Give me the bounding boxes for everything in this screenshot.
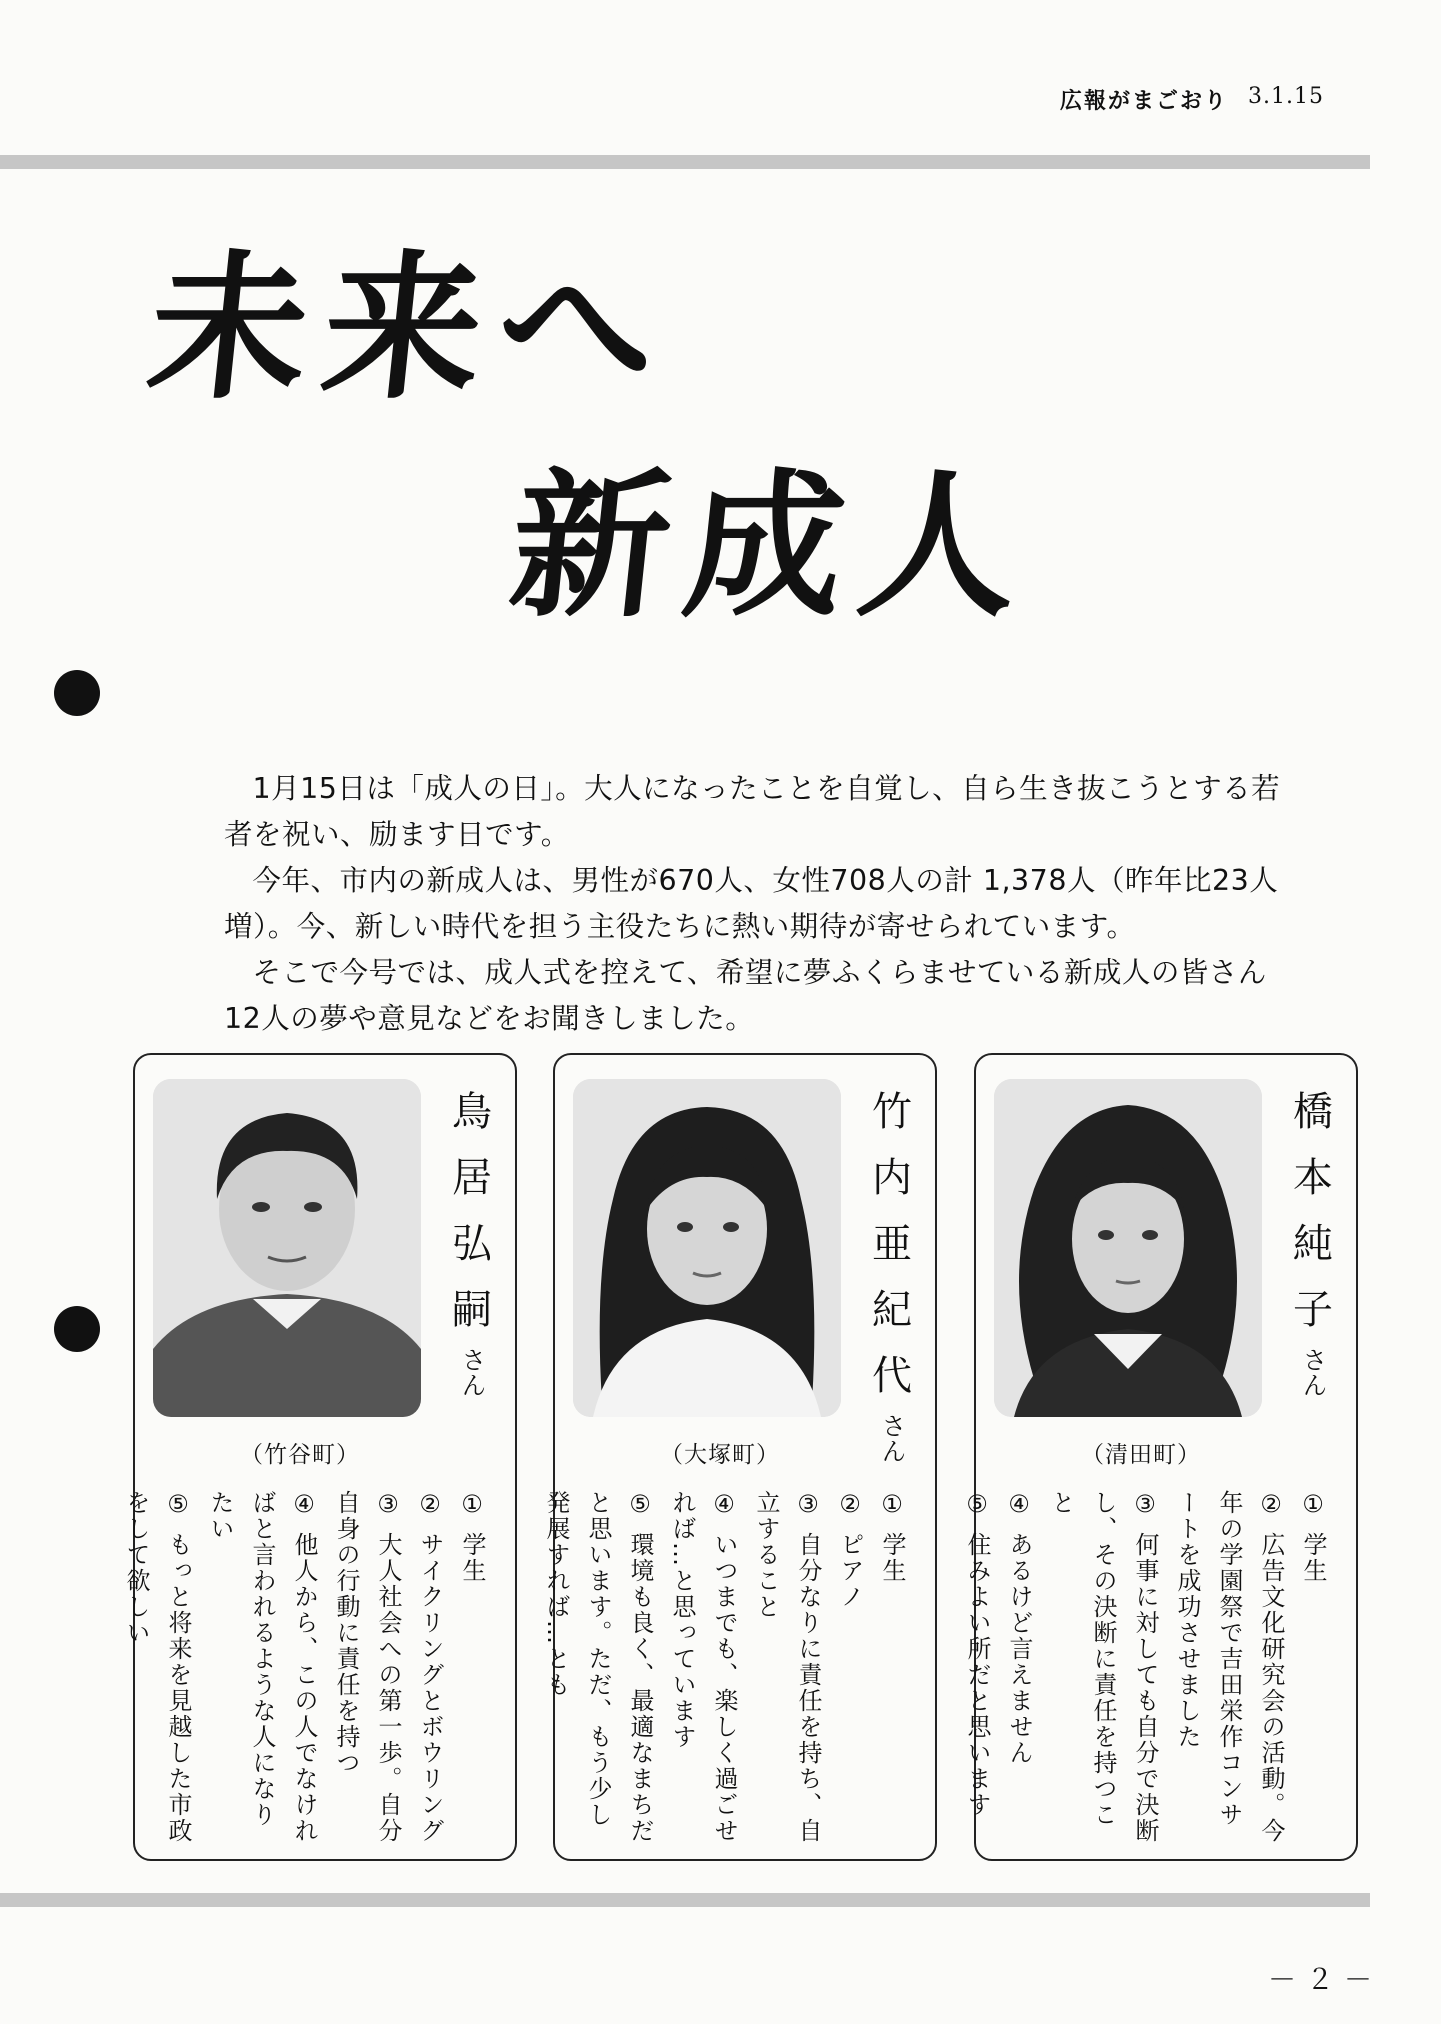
profile-card <box>542 1053 937 1861</box>
answer-item: ③何事に対しても自分で決断し、その決断に責任を持つこと <box>1047 1490 1159 1844</box>
name-char: 居 <box>452 1155 492 1201</box>
bottom-rule <box>0 1893 1370 1907</box>
name-char: 橋 <box>1293 1089 1333 1135</box>
intro-paragraph: 今年、市内の新成人は、男性が670人、女性708人の計 1,378人（昨年比23人増）。今、新しい時代を担う主役たちに熱い期待が寄せられています。 <box>224 864 1279 943</box>
name-char: 内 <box>872 1155 912 1201</box>
punch-hole <box>54 670 100 716</box>
answers-list <box>115 1490 493 1845</box>
name-char: 子 <box>1293 1287 1333 1333</box>
profile-card <box>122 1053 517 1861</box>
hometown: （大塚町） <box>660 1442 780 1468</box>
name-char: 嗣 <box>452 1287 492 1333</box>
name-char: 代 <box>872 1353 912 1399</box>
name-char: 弘 <box>452 1221 492 1267</box>
page-number: －２－ <box>1268 1963 1383 1996</box>
hometown: （清田町） <box>1081 1442 1201 1468</box>
name-char: 亜 <box>872 1221 912 1267</box>
portrait-photo <box>994 1079 1262 1417</box>
answer-item: ②広告文化研究会の活動。今年の学園祭で吉田栄作コンサートを成功させました <box>1173 1490 1285 1844</box>
intro-text <box>224 766 1284 1042</box>
name-char: 紀 <box>872 1287 912 1333</box>
answer-item: ④あるけど言えません <box>1005 1490 1033 1766</box>
person-name <box>1284 1079 1342 1397</box>
portrait-photo <box>153 1079 421 1417</box>
headline-line-1: 未来へ <box>140 236 682 421</box>
answers-list <box>956 1490 1334 1845</box>
answer-item: ③自分なりに責任を持ち、自立すること <box>752 1490 822 1844</box>
name-char: 鳥 <box>452 1089 492 1135</box>
punch-hole <box>54 1306 100 1352</box>
name-char: 竹 <box>872 1089 912 1135</box>
header-date: 3.1.15 <box>1248 84 1324 109</box>
headline-line-2: 新成人 <box>502 454 1044 639</box>
honorific: さん <box>1299 1347 1328 1397</box>
answer-item: ④他人から、この人でなければと言われるような人になりたい <box>206 1490 318 1844</box>
header-title: 広報がまごおり <box>1060 89 1229 114</box>
hometown: （竹谷町） <box>240 1442 360 1468</box>
top-rule <box>0 155 1370 169</box>
answer-item: ⑤環境も良く、最適なまちだと思います。ただ、もう少し発展すれば…とも <box>542 1490 654 1844</box>
answer-item: ①学生 <box>458 1490 486 1584</box>
name-char: 本 <box>1293 1155 1333 1201</box>
honorific: さん <box>458 1347 487 1397</box>
answer-item: ①学生 <box>1299 1490 1327 1584</box>
answer-item: ④いつまでも、楽しく過ごせれば…と思っています <box>668 1490 738 1844</box>
honorific: さん <box>878 1413 907 1463</box>
intro-paragraph: そこで今号では、成人式を控えて、希望に夢ふくらませている新成人の皆さん12人の夢や意見などをお聞きしました。 <box>224 956 1267 1035</box>
answer-item: ①学生 <box>878 1490 906 1584</box>
person-name <box>863 1079 921 1463</box>
name-char: 純 <box>1293 1221 1333 1267</box>
answer-item: ②ピアノ <box>836 1490 864 1610</box>
person-name <box>443 1079 501 1397</box>
answer-item: ②サイクリングとボウリング <box>416 1490 444 1844</box>
answers-list <box>535 1490 913 1845</box>
portrait-photo <box>573 1079 841 1417</box>
answer-item: ③大人社会への第一歩。自分自身の行動に責任を持つ <box>332 1490 402 1844</box>
answer-item: ⑤住みよい所だと思います <box>963 1490 991 1818</box>
answer-item: ⑤もっと将来を見越した市政をして欲しい <box>122 1490 192 1844</box>
profile-card <box>963 1053 1358 1861</box>
intro-paragraph: 1月15日は「成人の日」。大人になったことを自覚し、自ら生き抜こうとする若者を祝い、励ます日です。 <box>224 772 1281 851</box>
